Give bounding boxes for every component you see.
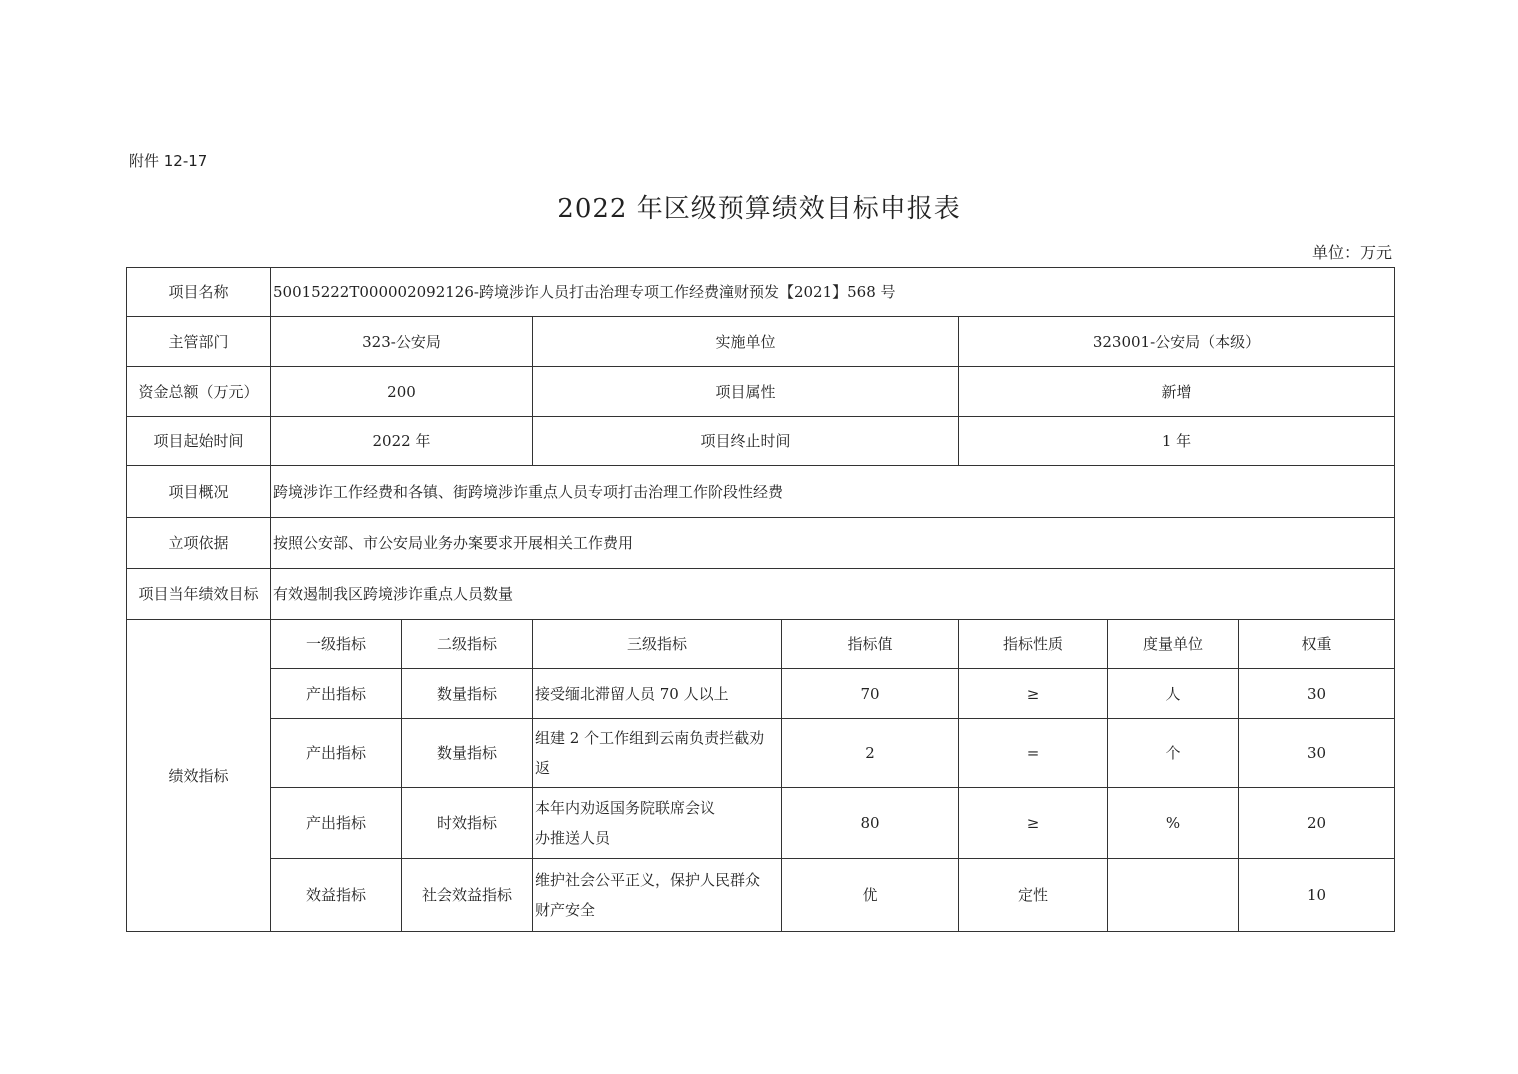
header-level1: 一级指标 [271, 620, 402, 669]
basis-value: 按照公安部、市公安局业务办案要求开展相关工作费用 [271, 518, 1395, 569]
indicator-value: 2 [782, 719, 959, 788]
page-title: 2022 年区级预算绩效目标申报表 [557, 194, 961, 224]
indicator-weight: 30 [1239, 719, 1395, 788]
indicator-level3-line1: 本年内劝返国务院联席会议 [535, 799, 716, 817]
indicator-level3: 接受缅北滞留人员 70 人以上 [533, 669, 782, 719]
indicator-row [127, 859, 1395, 932]
header-level2: 二级指标 [402, 620, 533, 669]
indicator-level2: 数量指标 [402, 669, 533, 719]
overview-value: 跨境涉诈工作经费和各镇、街跨境涉诈重点人员专项打击治理工作阶段性经费 [271, 466, 1395, 518]
indicator-unit: 个 [1108, 719, 1239, 788]
indicator-unit: % [1108, 788, 1239, 859]
impl-unit-label: 实施单位 [533, 317, 959, 367]
dept-label: 主管部门 [127, 317, 271, 367]
indicator-nature: 定性 [959, 859, 1108, 932]
indicator-level3-line2: 财产安全 [535, 901, 596, 919]
row-fund [127, 367, 1395, 417]
fund-value: 200 [271, 367, 533, 417]
indicator-value: 优 [782, 859, 959, 932]
indicator-level2: 社会效益指标 [402, 859, 533, 932]
indicator-level3 [533, 859, 782, 932]
impl-unit-value: 323001-公安局（本级） [959, 317, 1395, 367]
header-level3: 三级指标 [533, 620, 782, 669]
budget-performance-table [126, 267, 1395, 932]
row-basis [127, 518, 1395, 569]
indicator-level1: 效益指标 [271, 859, 402, 932]
indicator-unit: 人 [1108, 669, 1239, 719]
row-goal [127, 569, 1395, 620]
indicator-level3-line2: 办推送人员 [535, 829, 611, 847]
indicator-weight: 30 [1239, 669, 1395, 719]
goal-value: 有效遏制我区跨境涉诈重点人员数量 [271, 569, 1395, 620]
header-unit: 度量单位 [1108, 620, 1239, 669]
attr-value: 新增 [959, 367, 1395, 417]
indicator-row [127, 719, 1395, 788]
indicator-level1: 产出指标 [271, 788, 402, 859]
attachment-number: 附件 12-17 [129, 152, 208, 170]
unit-note: 单位：万元 [1311, 243, 1392, 262]
header-value: 指标值 [782, 620, 959, 669]
indicator-level2: 数量指标 [402, 719, 533, 788]
indicators-section-label: 绩效指标 [127, 620, 271, 932]
indicator-level1: 产出指标 [271, 719, 402, 788]
indicator-weight: 20 [1239, 788, 1395, 859]
header-nature: 指标性质 [959, 620, 1108, 669]
row-department [127, 317, 1395, 367]
indicator-unit [1108, 859, 1239, 932]
end-value: 1 年 [959, 417, 1395, 466]
basis-label: 立项依据 [127, 518, 271, 569]
row-time [127, 417, 1395, 466]
row-project-name [127, 268, 1395, 317]
indicator-value: 70 [782, 669, 959, 719]
header-weight: 权重 [1239, 620, 1395, 669]
project-name-label: 项目名称 [127, 268, 271, 317]
indicator-level1: 产出指标 [271, 669, 402, 719]
indicator-level3-line2: 返 [535, 759, 551, 777]
fund-label: 资金总额（万元） [127, 367, 271, 417]
dept-value: 323-公安局 [271, 317, 533, 367]
indicator-nature: = [959, 719, 1108, 788]
overview-label: 项目概况 [127, 466, 271, 518]
indicator-level3-line1: 组建 2 个工作组到云南负责拦截劝 [535, 729, 765, 747]
end-label: 项目终止时间 [533, 417, 959, 466]
indicator-nature: ≥ [959, 669, 1108, 719]
attr-label: 项目属性 [533, 367, 959, 417]
indicator-row [127, 788, 1395, 859]
indicator-nature: ≥ [959, 788, 1108, 859]
goal-label: 项目当年绩效目标 [127, 569, 271, 620]
indicator-level2: 时效指标 [402, 788, 533, 859]
row-overview [127, 466, 1395, 518]
indicator-level3 [533, 788, 782, 859]
start-value: 2022 年 [271, 417, 533, 466]
start-label: 项目起始时间 [127, 417, 271, 466]
project-name-value: 50015222T000002092126-跨境涉诈人员打击治理专项工作经费潼财预发【2021】568 号 [271, 268, 1395, 317]
indicator-weight: 10 [1239, 859, 1395, 932]
indicator-header-row [127, 620, 1395, 669]
indicator-row [127, 669, 1395, 719]
indicator-value: 80 [782, 788, 959, 859]
indicator-level3-line1: 维护社会公平正义，保护人民群众 [535, 871, 761, 889]
indicator-level3 [533, 719, 782, 788]
